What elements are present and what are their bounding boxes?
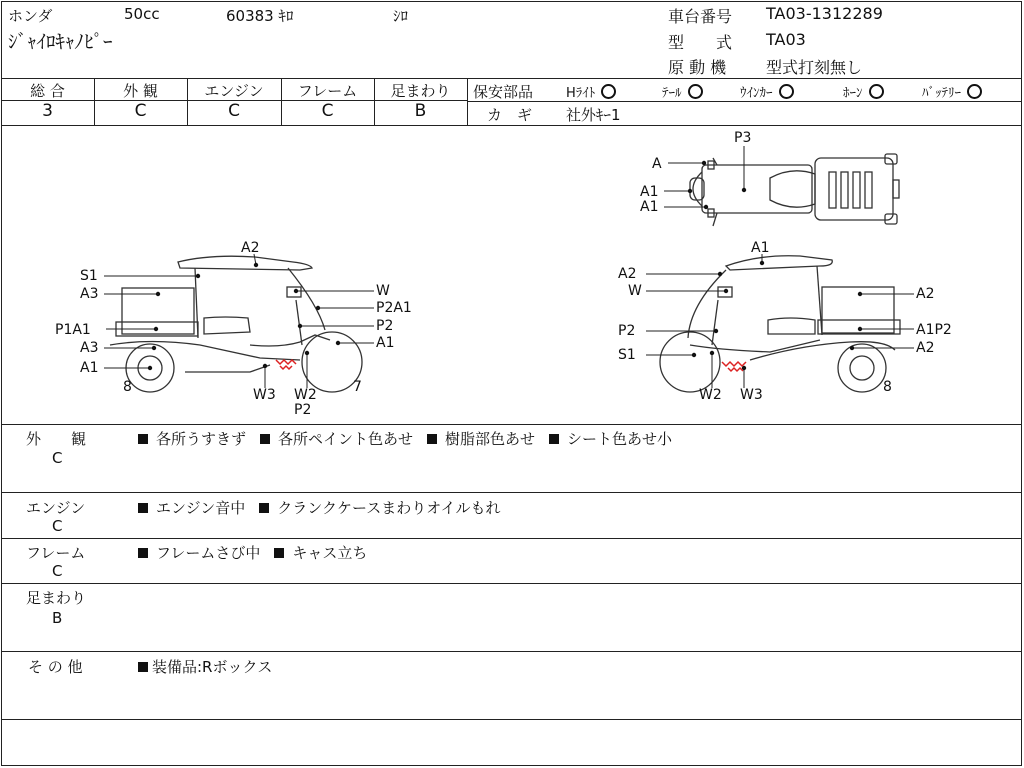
marker-dots xyxy=(148,161,862,370)
remark-item: フレームさび中 xyxy=(138,544,260,562)
model-name: ｼﾞｬｲﾛｷｬﾉﾋﾟｰ xyxy=(8,31,113,53)
diagram-label: 8 xyxy=(123,379,132,395)
diagram-label: W xyxy=(628,283,642,299)
diagram-label: A1 xyxy=(640,184,659,200)
diagram-label: A3 xyxy=(80,286,99,302)
remark-items-exterior xyxy=(138,428,686,449)
remark-item: 装備品:Rボックス xyxy=(138,658,272,676)
grade-value-exterior: C xyxy=(134,101,147,121)
key-value: 社外ｷｰ1 xyxy=(566,106,621,124)
remark-category-engine: エンジン xyxy=(26,499,86,517)
engine-value: 型式打刻無し xyxy=(766,58,863,77)
remark-item: エンジン音中 xyxy=(138,499,245,517)
diagram-label: W xyxy=(376,283,390,299)
safety-item-horn: ﾎｰﾝ xyxy=(843,82,884,101)
remark-item: キャス立ち xyxy=(274,544,367,562)
bullet-square-icon xyxy=(138,434,148,444)
grade-value-engine: C xyxy=(228,101,240,121)
grade-label-exterior: 外 観 xyxy=(123,82,158,100)
diagram-label: A xyxy=(652,156,662,172)
diagram-label: P3 xyxy=(734,130,752,146)
diagram-label: 8 xyxy=(883,379,892,395)
bullet-square-icon xyxy=(274,548,284,558)
bullet-square-icon xyxy=(259,503,269,513)
remark-item: 各所うすきず xyxy=(138,430,246,448)
diagram-label: P2 xyxy=(376,318,394,334)
diagram-label: A1 xyxy=(751,240,770,256)
diagram-label: A1 xyxy=(80,360,99,376)
diagram-label: S1 xyxy=(618,347,636,363)
safety-item-tail: ﾃｰﾙ xyxy=(662,82,703,101)
diagram-label: A1P2 xyxy=(916,322,952,338)
remark-category-other: そ の 他 xyxy=(28,658,83,676)
diagram-label: A2 xyxy=(916,286,935,302)
safety-label: 保安部品 xyxy=(473,83,534,101)
diagram-label: P1A1 xyxy=(55,322,91,338)
diagram-label: W3 xyxy=(740,387,763,403)
grade-label-suspension: 足まわり xyxy=(390,82,451,100)
diagram-label: 7 xyxy=(353,379,362,395)
remark-items-frame xyxy=(138,542,381,563)
diagram-label: W3 xyxy=(253,387,276,403)
left-side-scooter xyxy=(110,256,362,392)
engine-label: 原 動 機 xyxy=(668,58,727,77)
diagram-label: A2 xyxy=(618,266,637,282)
frame-no-label: 車台番号 xyxy=(668,7,733,26)
rust-marks xyxy=(276,360,746,371)
grade-label-frame: フレーム xyxy=(297,82,358,100)
diagram-label: W2 xyxy=(699,387,722,403)
safety-item-headlight: Hﾗｲﾄ xyxy=(566,82,616,101)
right-side-scooter xyxy=(660,256,900,392)
remark-item: 各所ペイント色あせ xyxy=(260,430,413,448)
key-label: カ ギ xyxy=(487,106,533,124)
remark-category-frame: フレーム xyxy=(26,544,86,562)
remark-grade-engine: C xyxy=(52,517,63,535)
frame-no: TA03-1312289 xyxy=(766,4,883,23)
grade-label-engine: エンジン xyxy=(204,82,264,100)
diagram-label: W2 xyxy=(294,387,317,403)
safety-item-winker: ｳｲﾝｶｰ xyxy=(740,82,794,101)
remark-grade-suspension: B xyxy=(52,609,63,627)
grade-value-overall: 3 xyxy=(42,101,53,121)
bullet-square-icon xyxy=(138,662,148,672)
diagram-label: P2 xyxy=(618,323,636,339)
bullet-square-icon xyxy=(549,434,559,444)
remark-items-other xyxy=(138,656,272,677)
bullet-square-icon xyxy=(427,434,437,444)
maker: ホンダ xyxy=(8,7,53,25)
remark-grade-frame: C xyxy=(52,562,63,580)
mileage: 60383 ｷﾛ xyxy=(226,7,294,25)
safety-item-battery: ﾊﾞｯﾃﾘｰ xyxy=(922,82,982,101)
remark-category-exterior: 外 観 xyxy=(26,430,87,448)
bullet-square-icon xyxy=(138,548,148,558)
diagram-label: S1 xyxy=(80,268,98,284)
remark-item: シート色あせ小 xyxy=(549,430,672,448)
top-view-scooter xyxy=(690,154,899,226)
diagram-label: P2A1 xyxy=(376,300,412,316)
diagram-label: A2 xyxy=(241,240,260,256)
type-label: 型 式 xyxy=(668,33,733,52)
diagram-label: P2 xyxy=(294,402,312,418)
bullet-square-icon xyxy=(260,434,270,444)
displacement: 50cc xyxy=(124,5,160,23)
type-value: TA03 xyxy=(766,30,806,49)
diagram-label: A1 xyxy=(376,335,395,351)
grade-label-overall: 総 合 xyxy=(30,82,65,100)
remark-grade-exterior: C xyxy=(52,449,63,467)
bullet-square-icon xyxy=(138,503,148,513)
remark-item: クランクケースまわりオイルもれ xyxy=(259,499,500,517)
grade-value-suspension: B xyxy=(414,101,427,121)
diagram-label: A2 xyxy=(916,340,935,356)
grade-value-frame: C xyxy=(321,101,334,121)
color: ｼﾛ xyxy=(393,7,409,25)
diagram-label: A3 xyxy=(80,340,99,356)
remark-item: 樹脂部色あせ xyxy=(427,430,535,448)
remark-category-suspension: 足まわり xyxy=(26,589,87,607)
remark-items-engine xyxy=(138,497,514,518)
diagram-label: A1 xyxy=(640,199,659,215)
